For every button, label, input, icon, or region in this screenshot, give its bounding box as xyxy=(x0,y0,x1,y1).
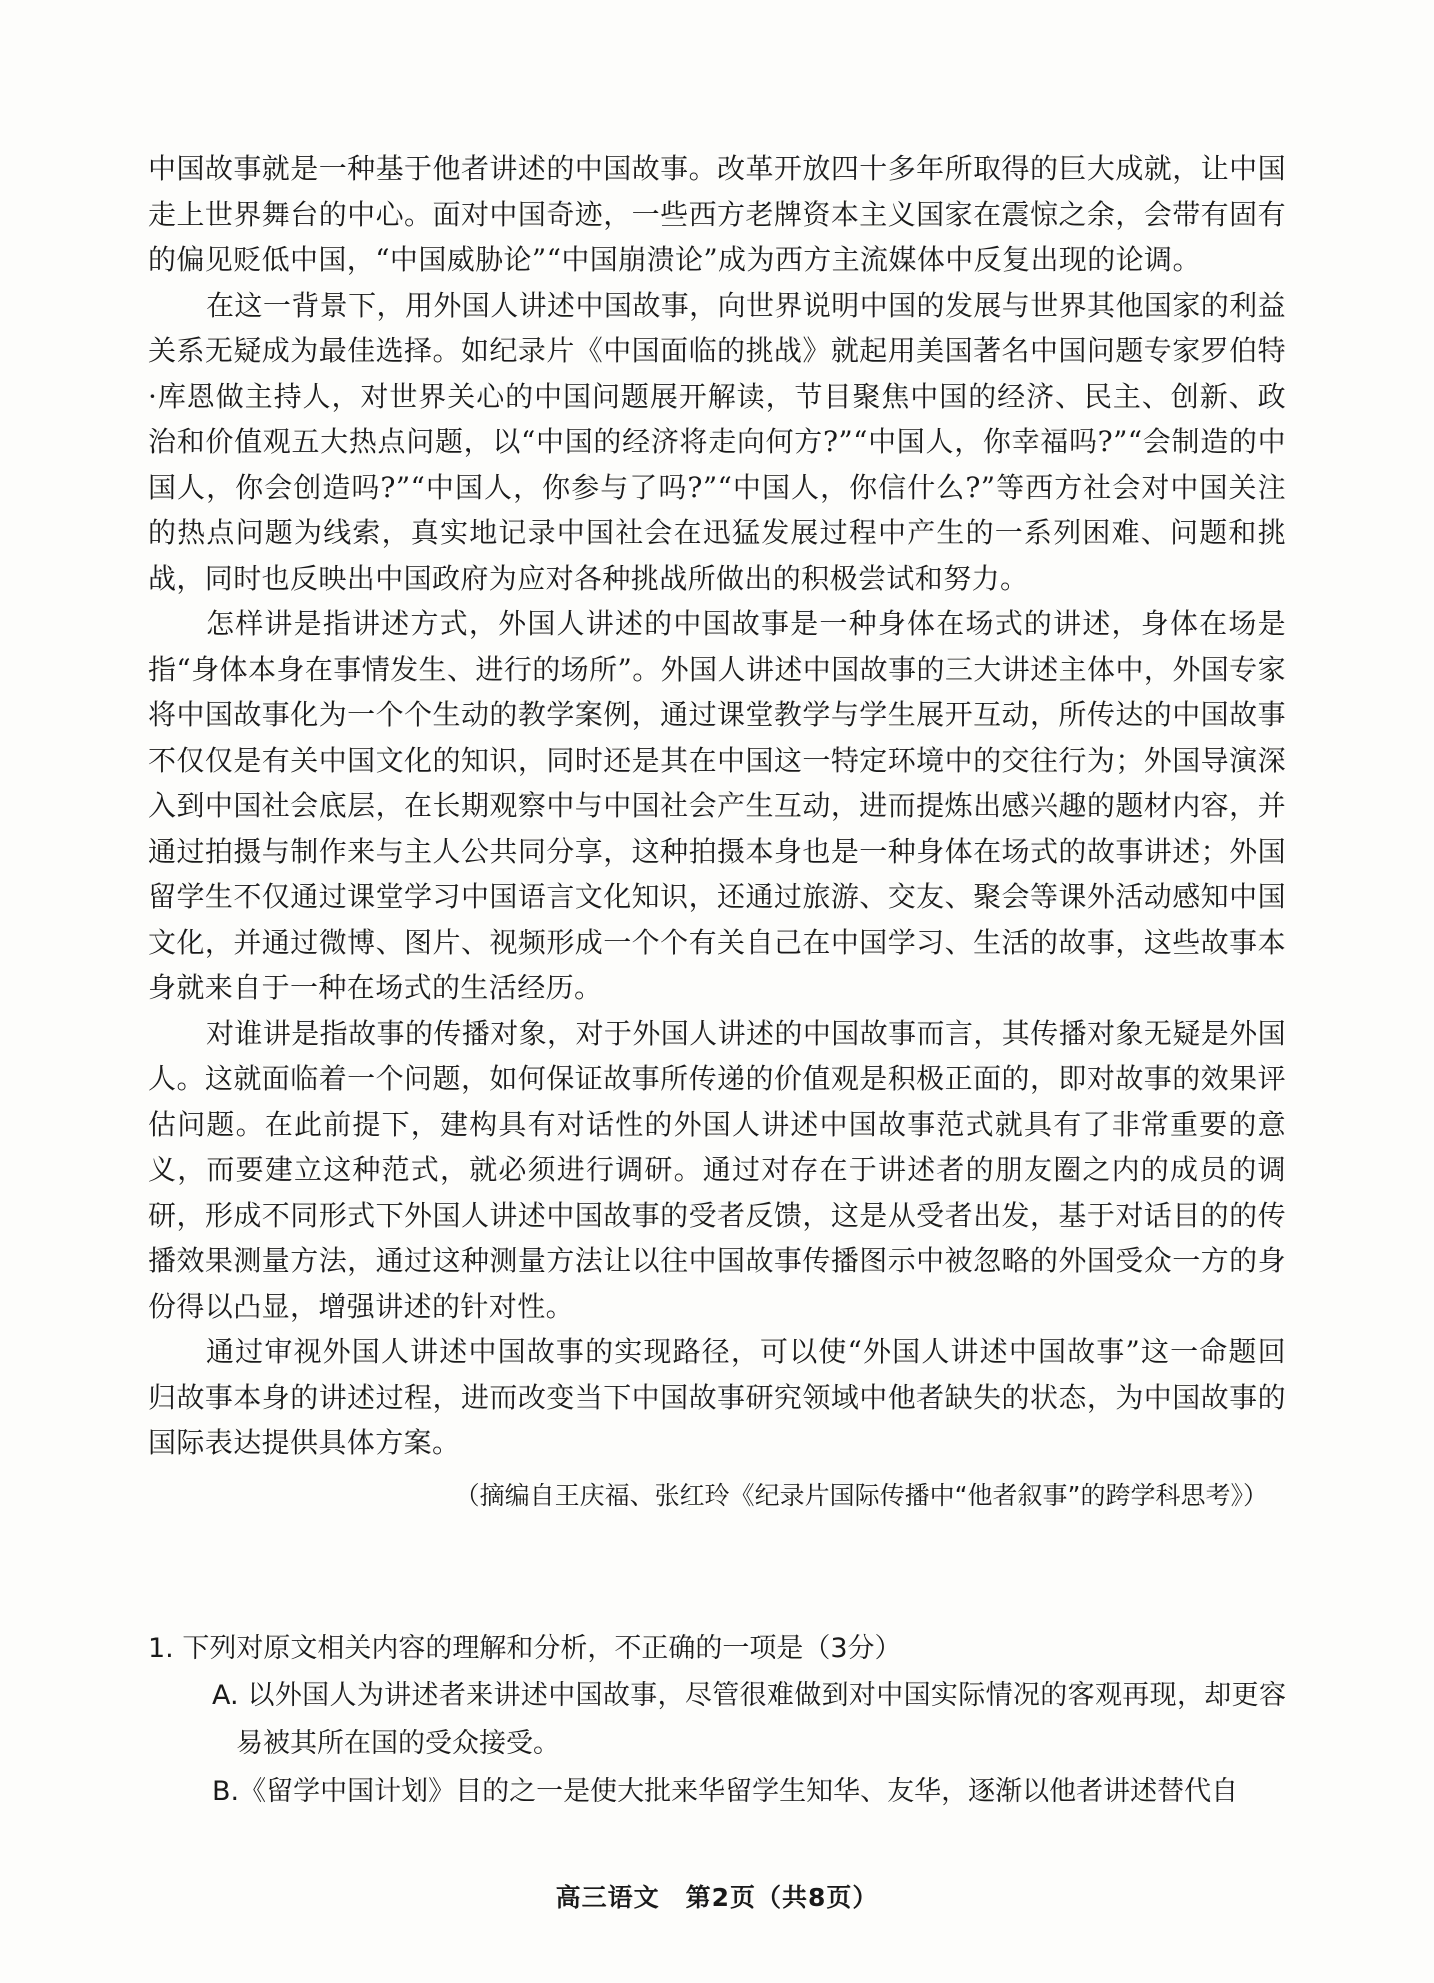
paragraph-4: 对谁讲是指故事的传播对象，对于外国人讲述的中国故事而言，其传播对象无疑是外国人。这就面临着一个问题，如何保证故事所传递的价值观是积极正面的，即对故事的效果评估问题。在此前提下，建构具有对话性的外国人讲述中国故事范式就具有了非常重要的意义，而要建立这种范式，就必须进行调研。通过对存在于讲述者的朋友圈之内的成员的调研，形成不同形式下外国人讲述中国故事的受者反馈，这是从受者出发，基于对话目的的传播效果测量方法，通过这种测量方法让以往中国故事传播图示中被忽略的外国受众一方的身份得以凸显，增强讲述的针对性。 xyxy=(148,1016,1286,1323)
page-footer: 高三语文 第2页（共8页） xyxy=(555,1883,879,1912)
paragraph-2: 在这一背景下，用外国人讲述中国故事，向世界说明中国的发展与世界其他国家的利益关系无疑成为最佳选择。如纪录片《中国面临的挑战》就起用美国著名中国问题专家罗伯特·库恩做主持人，对世界关心的中国问题展开解读，节目聚焦中国的经济、民主、创新、政治和价值观五大热点问题，以“中国的经济将走向何方?”“中国人，你幸福吗?”“会制造的中国人，你会创造吗?”“中国人，你参与了吗?”“中国人，你信什么?”等西方社会对中国关注的热点问题为线索，真实地记录中国社会在迅猛发展过程中产生的一系列困难、问题和挑战，同时也反映出中国政府为应对各种挑战所做出的积极尝试和努力。 xyxy=(148,288,1286,595)
paragraph-3: 怎样讲是指讲述方式，外国人讲述的中国故事是一种身体在场式的讲述，身体在场是指“身体本身在事情发生、进行的场所”。外国人讲述中国故事的三大讲述主体中，外国专家将中国故事化为一个个生动的教学案例，通过课堂教学与学生展开互动，所传达的中国故事不仅仅是有关中国文化的知识，同时还是其在中国这一特定环境中的交往行为；外国导演深入到中国社会底层，在长期观察中与中国社会产生互动，进而提炼出感兴趣的题材内容，并通过拍摄与制作来与主人公共同分享，这种拍摄本身也是一种身体在场式的故事讲述；外国留学生不仅通过课堂学习中国语言文化知识，还通过旅游、交友、聚会等课外活动感知中国文化，并通过微博、图片、视频形成一个个有关自己在中国学习、生活的故事，这些故事本身就来自于一种在场式的生活经历。 xyxy=(148,607,1286,1004)
question-stem: 1. 下列对原文相关内容的理解和分析，不正确的一项是（3分） xyxy=(148,1633,902,1664)
option-a: A. 以外国人为讲述者来讲述中国故事，尽管很难做到对中国实际情况的客观再现，却更容易被其所在国的受众接受。 xyxy=(212,1680,1286,1759)
option-b: B.《留学中国计划》目的之一是使大批来华留学生知华、友华，逐渐以他者讲述替代自 xyxy=(212,1776,1239,1807)
source-citation: （摘编自王庆福、张红玲《纪录片国际传播中“他者叙事”的跨学科思考》） xyxy=(454,1480,1268,1510)
question-block xyxy=(148,1626,1286,1816)
paragraph-5: 通过审视外国人讲述中国故事的实现路径，可以使“外国人讲述中国故事”这一命题回归故事本身的讲述过程，进而改变当下中国故事研究领域中他者缺失的状态，为中国故事的国际表达提供具体方案。 xyxy=(148,1335,1286,1459)
paragraph-1: 中国故事就是一种基于他者讲述的中国故事。改革开放四十多年所取得的巨大成就，让中国走上世界舞台的中心。面对中国奇迹，一些西方老牌资本主义国家在震惊之余，会带有固有的偏见贬低中国，“中国威胁论”“中国崩溃论”成为西方主流媒体中反复出现的论调。 xyxy=(148,152,1286,276)
options-list xyxy=(148,1672,1286,1816)
reading-passage xyxy=(148,146,1286,1518)
